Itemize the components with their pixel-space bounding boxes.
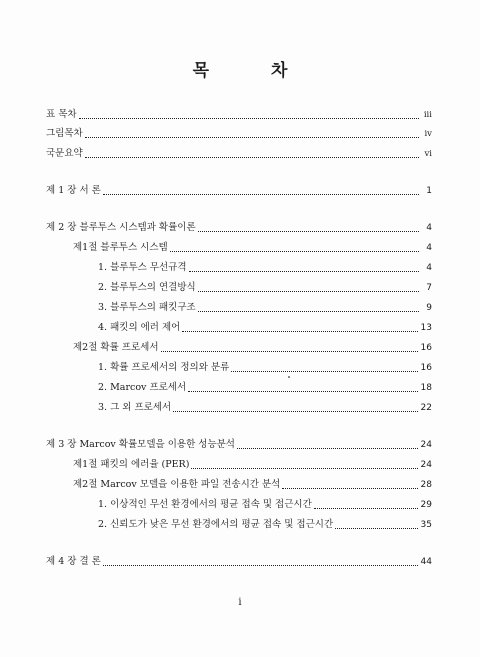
toc-entry-label: 제 3 장 Marcov 확률모델을 이용한 성능분석: [46, 439, 235, 450]
toc-entry-subsection-2-1-2[interactable]: [98, 281, 432, 295]
toc-entry-subsection-2-2-3[interactable]: [98, 401, 432, 415]
toc-entry-page: 44: [420, 557, 432, 567]
toc-entry-label: 1. 블루투스 무선규격: [98, 262, 187, 273]
dot-leader: [182, 331, 417, 332]
toc-entry-label: 제 1 장 서 론: [46, 185, 101, 196]
toc-entry-label: 1. 확률 프로세서의 정의와 분류: [98, 362, 230, 373]
toc-entry-label: 4. 패킷의 에러 제어: [98, 322, 181, 333]
toc-entry-page: 7: [426, 283, 432, 293]
toc-entry-subsection-2-2-2[interactable]: [98, 381, 432, 395]
dot-leader: [237, 448, 418, 449]
toc-entry-label: 제2절 확률 프로세서: [73, 342, 159, 353]
toc-entry-page: 29: [420, 500, 432, 510]
toc-entry-label: 2. 신뢰도가 낮은 무선 환경에서의 평균 접속 및 접근시간: [98, 519, 334, 530]
toc-entry-subsection-3-2-2[interactable]: [98, 518, 432, 532]
dot-leader: [191, 468, 417, 469]
toc-entry-page: 24: [420, 440, 432, 450]
dot-leader: [161, 351, 418, 352]
toc-entry-page: 18: [420, 383, 432, 393]
toc-entry-section-3-1[interactable]: [73, 458, 432, 472]
toc-entry-label: 제1절 패킷의 에러율 (PER): [73, 459, 190, 470]
dot-leader: [103, 565, 418, 566]
toc-entry-label: 1. 이상적인 무선 환경에서의 평균 접속 및 접근시간: [98, 499, 312, 510]
dot-leader: [170, 251, 419, 252]
toc-entry-page: 4: [426, 223, 432, 233]
dot-leader: [198, 311, 419, 312]
dot-leader: [314, 508, 418, 509]
toc-entry-subsection-3-2-1[interactable]: [98, 498, 432, 512]
dot-leader: [335, 528, 417, 529]
toc-entry-section-2-1[interactable]: [73, 241, 432, 255]
dot-leader: [198, 291, 419, 292]
dot-leader: [103, 194, 419, 195]
toc-entry-chapter-2[interactable]: [46, 221, 432, 235]
dot-leader: [79, 118, 419, 119]
toc-entry-label: 그림목차: [46, 128, 83, 139]
toc-entry-page: 13: [420, 323, 432, 333]
toc-entry-page: 16: [420, 363, 432, 373]
toc-entry-subsection-2-1-4[interactable]: [98, 321, 432, 335]
dot-leader: [85, 157, 419, 158]
toc-entry-label: 2. Marcov 프로세서: [98, 382, 187, 393]
toc-entry-page: iii: [423, 110, 432, 120]
toc-entry-label: 제2절 Marcov 모델을 이용한 파일 전송시간 분석: [73, 479, 281, 490]
toc-entry-page: 4: [426, 263, 432, 273]
toc-entry-page: 9: [426, 303, 432, 313]
toc-entry-chapter-3[interactable]: [46, 438, 432, 452]
toc-entry-page: 24: [420, 460, 432, 470]
toc-entry-korean-abstract[interactable]: [46, 147, 432, 161]
scan-speck: [288, 376, 290, 378]
toc-entry-chapter-4[interactable]: [46, 555, 432, 569]
toc-entry-section-3-2[interactable]: [73, 478, 432, 492]
footer-page-number: i: [238, 597, 242, 608]
toc-entry-figure-list[interactable]: [46, 127, 432, 141]
toc-entry-section-2-2[interactable]: [73, 341, 432, 355]
toc-entry-table-list[interactable]: [46, 108, 432, 122]
toc-entry-subsection-2-1-3[interactable]: [98, 301, 432, 315]
toc-entry-label: 3. 블루투스의 패킷구조: [98, 302, 196, 313]
toc-entry-subsection-2-2-1[interactable]: [98, 361, 432, 375]
toc-entry-label: 3. 그 외 프로세서: [98, 402, 172, 413]
dot-leader: [85, 137, 419, 138]
page-title: 목 차: [192, 61, 316, 81]
toc-entry-label: 제1절 블루투스 시스템: [73, 242, 168, 253]
dot-leader: [188, 391, 417, 392]
toc-entry-page: 22: [420, 403, 432, 413]
toc-entry-page: 16: [420, 343, 432, 353]
toc-entry-label: 제 4 장 결 론: [46, 556, 101, 567]
dot-leader: [173, 411, 417, 412]
toc-entry-page: 28: [420, 480, 432, 490]
toc-entry-label: 국문요약: [46, 148, 83, 159]
dot-leader: [189, 271, 419, 272]
toc-entry-label: 2. 블루투스의 연결방식: [98, 282, 196, 293]
toc-entry-page: 1: [426, 186, 432, 196]
toc-entry-label: 표 목차: [46, 109, 77, 120]
toc-entry-label: 제 2 장 블루투스 시스템과 확률이론: [46, 222, 196, 233]
toc-entry-page: iv: [424, 129, 432, 139]
dot-leader: [231, 371, 417, 372]
toc-entry-page: 4: [426, 243, 432, 253]
toc-entry-page: vi: [424, 149, 432, 159]
dot-leader: [282, 488, 417, 489]
dot-leader: [198, 231, 419, 232]
toc-entry-chapter-1[interactable]: [46, 184, 432, 198]
toc-entry-page: 35: [420, 520, 432, 530]
toc-entry-subsection-2-1-1[interactable]: [98, 261, 432, 275]
